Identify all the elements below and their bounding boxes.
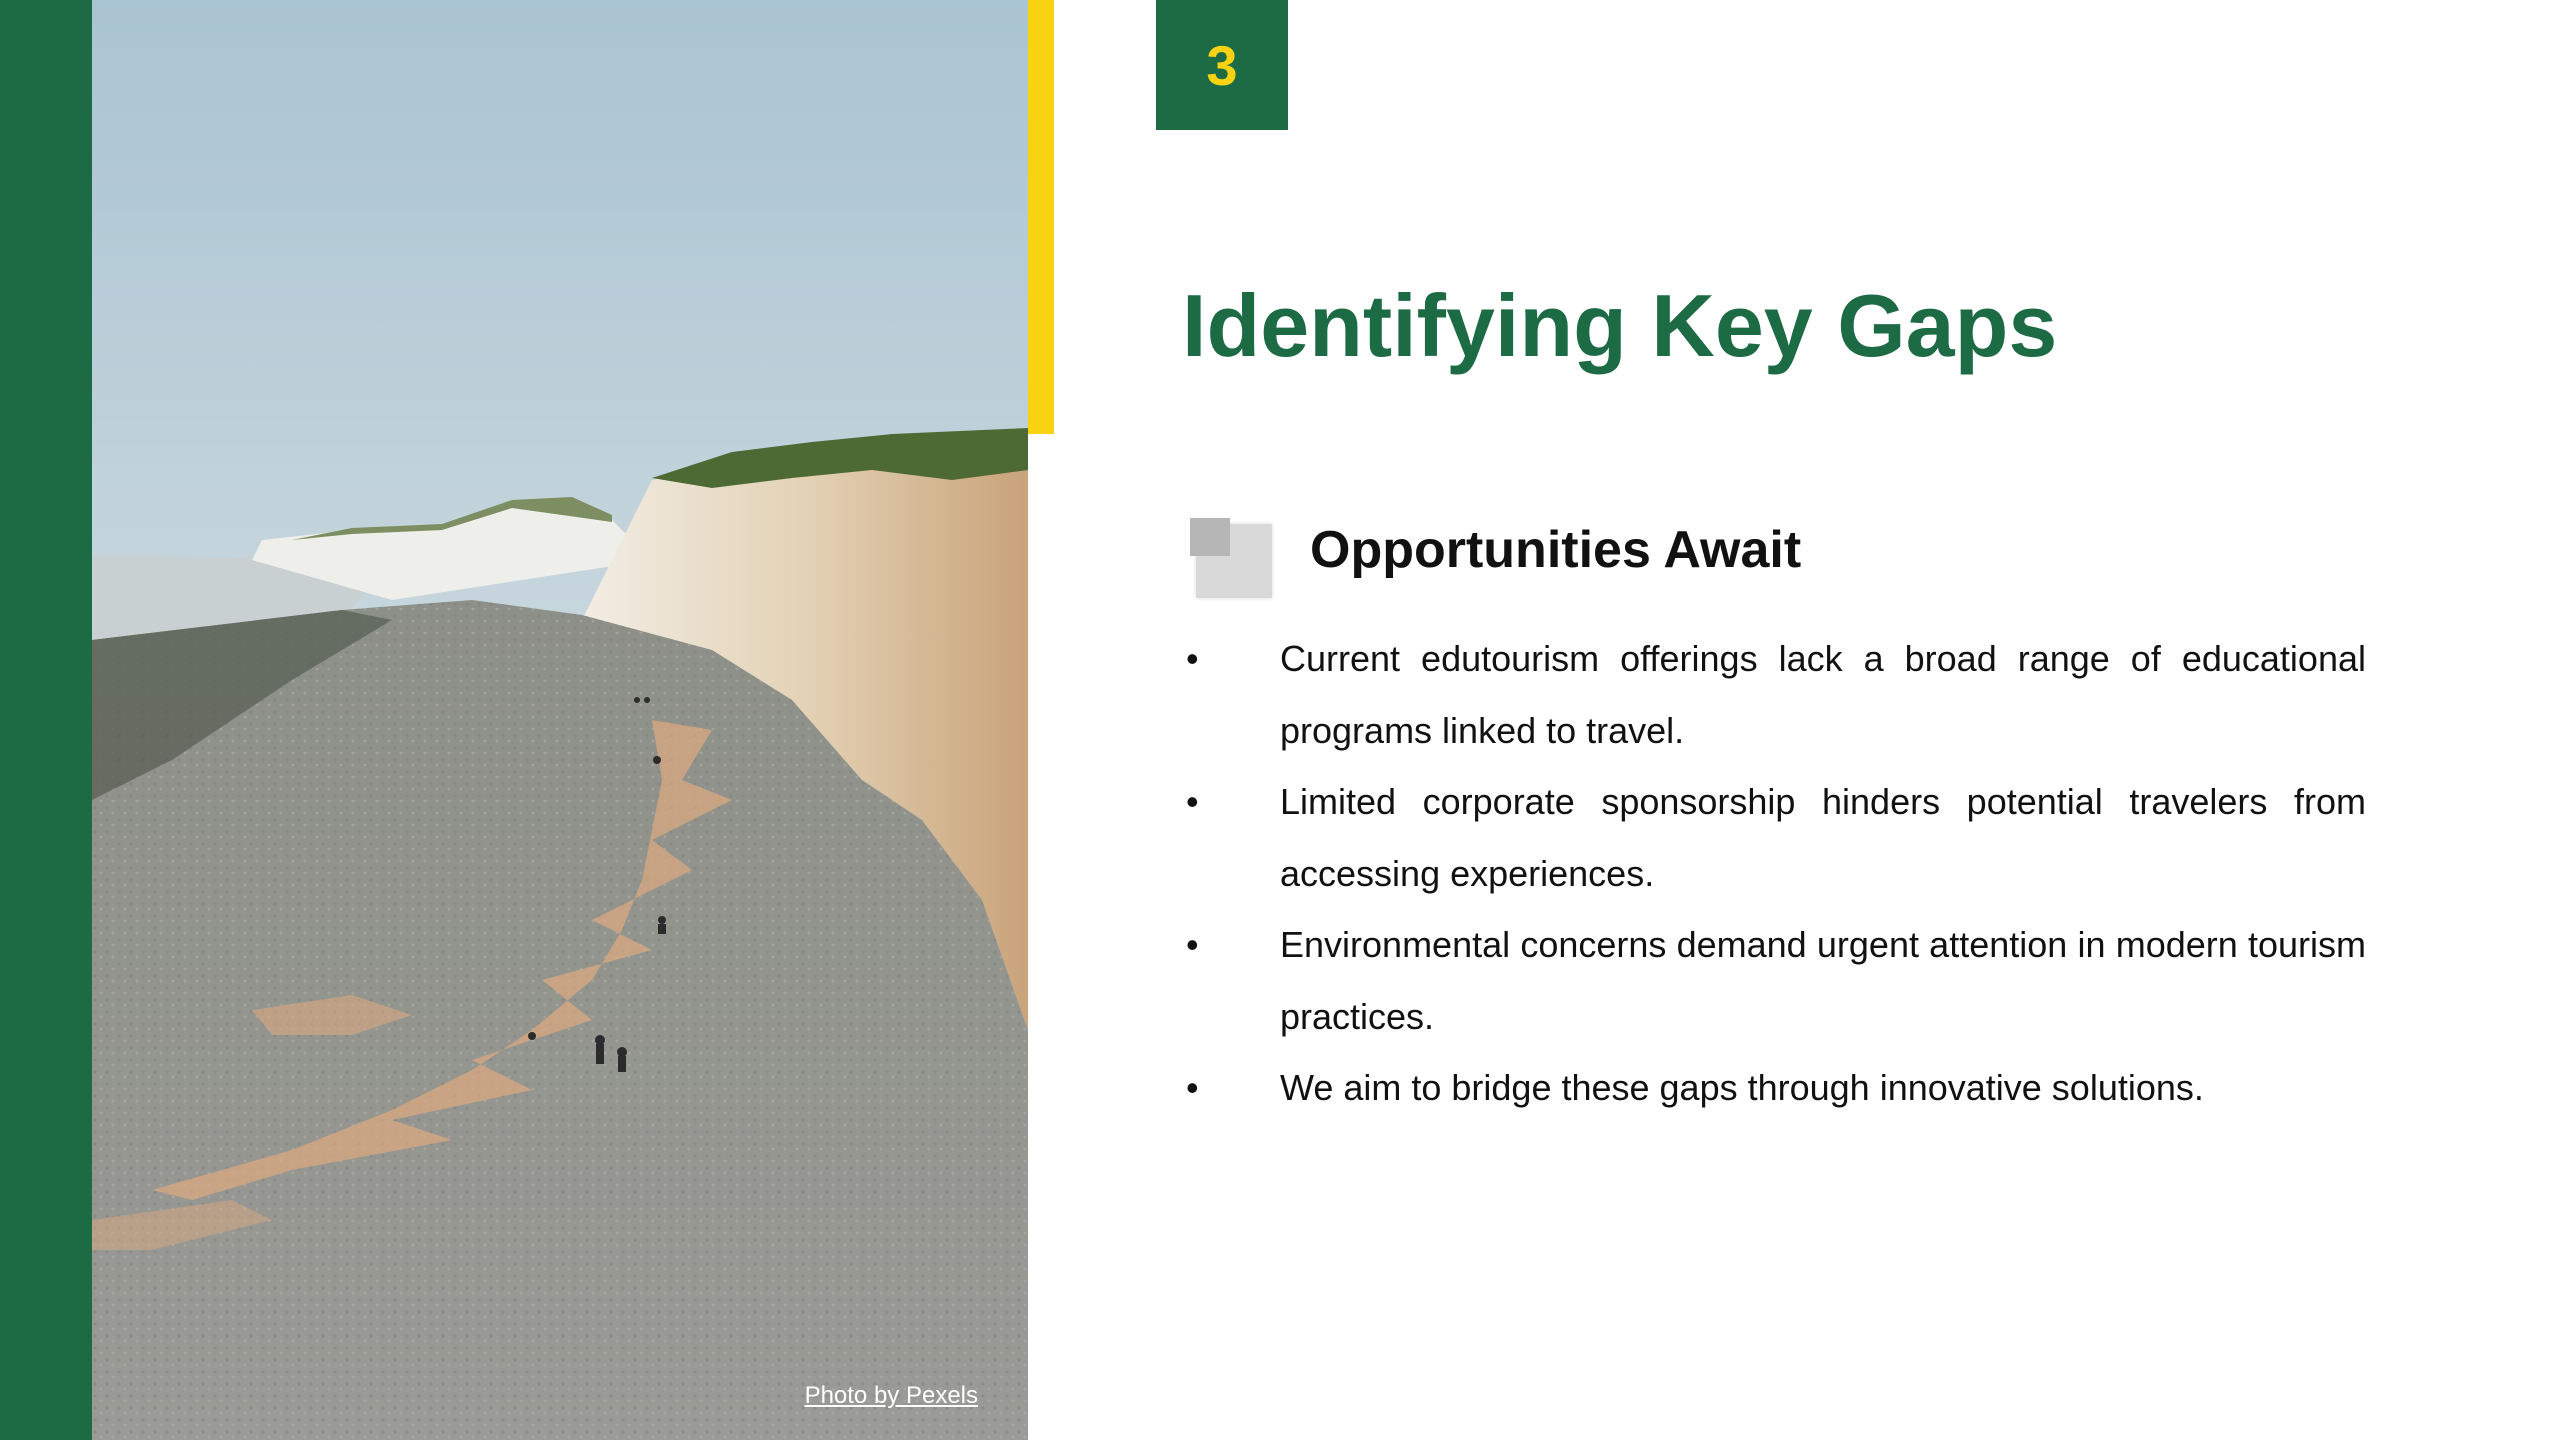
bullet-dot-icon: •	[1186, 924, 1199, 965]
bullet-dot-icon: •	[1186, 781, 1199, 822]
page-number-badge: 3	[1156, 0, 1288, 130]
bullet-list	[1180, 623, 2366, 1124]
bullet-dot-icon: •	[1186, 638, 1199, 679]
photo-credit-link[interactable]: Photo by Pexels	[804, 1382, 978, 1409]
bullet-item: • We aim to bridge these gaps through innovative solutions.	[1180, 1052, 2366, 1124]
cliff-beach-photo	[92, 0, 1028, 1440]
photo-illustration	[92, 0, 1028, 1440]
left-green-bar	[0, 0, 92, 1440]
bullet-dot-icon: •	[1186, 1067, 1199, 1108]
yellow-accent-bar	[1028, 0, 1054, 434]
bullet-item: • Environmental concerns demand urgent attention in modern tourism practices.	[1180, 909, 2366, 1052]
slide-title: Identifying Key Gaps	[1182, 276, 2058, 375]
subheading: Opportunities Await	[1310, 521, 1802, 579]
bullet-item: • Limited corporate sponsorship hinders potential travelers from accessing experiences.	[1180, 766, 2366, 909]
stacked-squares-icon	[1190, 518, 1274, 600]
bullet-item: • Current edutourism offerings lack a broad range of educational programs linked to travel.	[1180, 623, 2366, 766]
